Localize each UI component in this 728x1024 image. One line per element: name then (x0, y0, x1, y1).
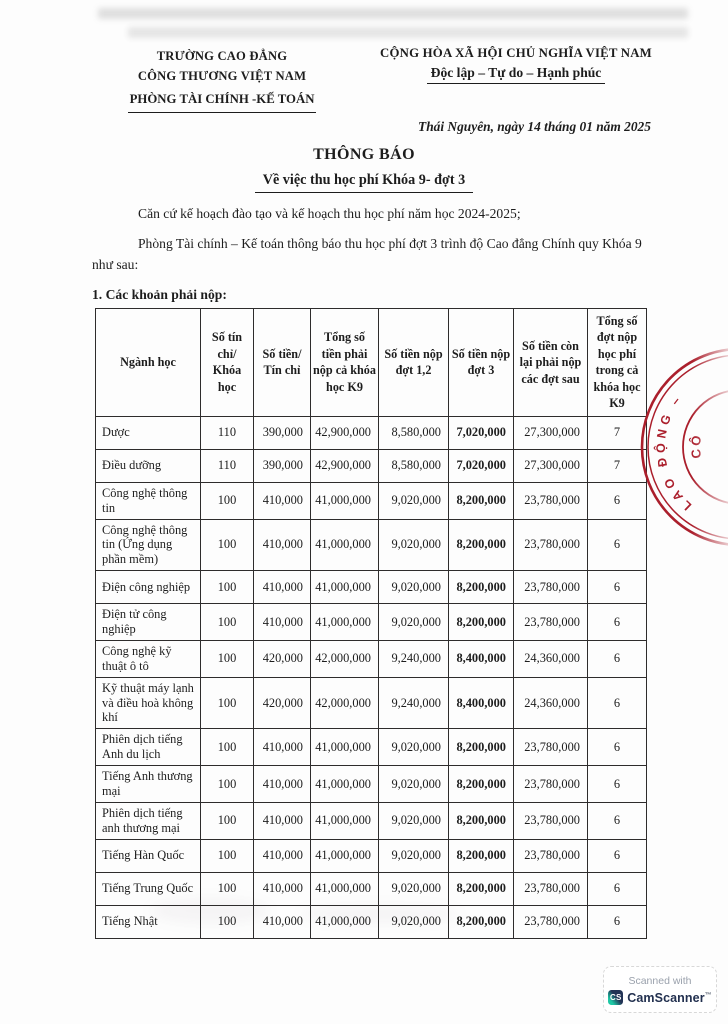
table-cell: 6 (588, 677, 647, 729)
table-cell: Tiếng Anh thương mại (96, 766, 201, 803)
table-cell: 8,200,000 (449, 729, 514, 766)
table-row (96, 905, 647, 938)
table-cell: 41,000,000 (311, 872, 379, 905)
table-cell: 100 (201, 640, 254, 677)
table-cell: 7,020,000 (449, 449, 514, 482)
table-cell: 42,000,000 (311, 677, 379, 729)
stamp-inner-text: CÔ (687, 432, 705, 460)
table-cell: 23,780,000 (514, 766, 588, 803)
table-cell: 9,020,000 (379, 872, 449, 905)
section-1-heading: 1. Các khoản phải nộp: (92, 287, 227, 303)
table-header-row (96, 309, 647, 417)
table-cell: 420,000 (254, 640, 311, 677)
table-cell: 8,200,000 (449, 872, 514, 905)
table-cell: 23,780,000 (514, 802, 588, 839)
watermark-scanned-with-label: Scanned with (628, 975, 692, 987)
table-row (96, 482, 647, 519)
camscanner-watermark-badge[interactable] (603, 966, 717, 1013)
col-header-paid-1-2: Số tiền nộp đợt 1,2 (379, 309, 449, 417)
svg-text:CÔ (688, 432, 705, 459)
org-name-line1: TRƯỜNG CAO ĐẲNG (156, 49, 288, 63)
table-cell: 8,200,000 (449, 519, 514, 571)
table-cell: 27,300,000 (514, 416, 588, 449)
table-cell: 100 (201, 766, 254, 803)
table-cell: 41,000,000 (311, 766, 379, 803)
table-cell: 23,780,000 (514, 905, 588, 938)
camscanner-name: CamScanner™ (627, 990, 712, 1005)
table-cell: 8,200,000 (449, 482, 514, 519)
table-cell: 23,780,000 (514, 482, 588, 519)
table-cell: 390,000 (254, 449, 311, 482)
table-cell: Điều dưỡng (96, 449, 201, 482)
table-cell: 6 (588, 729, 647, 766)
table-cell: 410,000 (254, 571, 311, 604)
document-subtitle-wrap (0, 171, 728, 193)
table-cell: 6 (588, 482, 647, 519)
table-row (96, 802, 647, 839)
table-cell: 6 (588, 802, 647, 839)
table-cell: Công nghệ thông tin (Ứng dụng phần mềm) (96, 519, 201, 571)
bleedthrough-ghost-line (98, 8, 688, 19)
table-cell: 100 (201, 571, 254, 604)
table-cell: 100 (201, 905, 254, 938)
table-cell: 9,020,000 (379, 905, 449, 938)
table-cell: 100 (201, 802, 254, 839)
org-name-line2: CÔNG THƯƠNG VIỆT NAM (137, 69, 307, 84)
table-cell: 9,020,000 (379, 571, 449, 604)
table-cell: 8,200,000 (449, 802, 514, 839)
table-cell: 23,780,000 (514, 729, 588, 766)
table-cell: 6 (588, 905, 647, 938)
table-row (96, 604, 647, 641)
table-cell: 6 (588, 604, 647, 641)
table-cell: 41,000,000 (311, 571, 379, 604)
table-cell: 6 (588, 571, 647, 604)
table-cell: 9,240,000 (379, 677, 449, 729)
table-cell: 42,000,000 (311, 640, 379, 677)
table-cell: 41,000,000 (311, 519, 379, 571)
document-body (92, 203, 648, 305)
table-cell: 8,400,000 (449, 677, 514, 729)
table-cell: 410,000 (254, 872, 311, 905)
col-header-major: Ngành học (96, 309, 201, 417)
table-cell: 8,580,000 (379, 416, 449, 449)
table-cell: Kỹ thuật máy lạnh và điều hoà không khí (96, 677, 201, 729)
table-cell: 410,000 (254, 766, 311, 803)
table-cell: 6 (588, 519, 647, 571)
table-row (96, 729, 647, 766)
table-cell: Phiên dịch tiếng anh thương mại (96, 802, 201, 839)
table-cell: 6 (588, 839, 647, 872)
table-cell: 420,000 (254, 677, 311, 729)
national-title: CỘNG HÒA XÃ HỘI CHỦ NGHĨA VIỆT NAM (380, 46, 652, 60)
table-cell: 100 (201, 604, 254, 641)
table-cell: 41,000,000 (311, 802, 379, 839)
official-red-stamp (640, 340, 728, 554)
table-cell: 410,000 (254, 839, 311, 872)
table-cell: 42,900,000 (311, 416, 379, 449)
table-cell: 100 (201, 677, 254, 729)
camscanner-logo-icon: CS (608, 990, 623, 1005)
bleedthrough-ghost-line (128, 27, 688, 38)
stamp-seal-graphic (640, 340, 728, 554)
col-header-installments: Tổng số đợt nộp học phí trong cả khóa học K9 (588, 309, 647, 417)
issuing-org-block (88, 46, 356, 113)
table-cell: 41,000,000 (311, 729, 379, 766)
table-cell: 23,780,000 (514, 571, 588, 604)
table-cell: 6 (588, 766, 647, 803)
table-row (96, 839, 647, 872)
table-cell: 41,000,000 (311, 604, 379, 641)
national-motto: Độc lập – Tự do – Hạnh phúc (427, 65, 606, 84)
table-cell: Phiên dịch tiếng Anh du lịch (96, 729, 201, 766)
table-cell: 9,020,000 (379, 482, 449, 519)
table-cell: 9,240,000 (379, 640, 449, 677)
document-subtitle: Về việc thu học phí Khóa 9- đợt 3 (255, 172, 474, 193)
place-date-line: Thái Nguyên, ngày 14 tháng 01 năm 2025 (418, 119, 651, 134)
table-cell: 8,200,000 (449, 766, 514, 803)
col-header-per-credit: Số tiền/ Tín chỉ (254, 309, 311, 417)
document-title: THÔNG BÁO (313, 146, 415, 163)
table-cell: 410,000 (254, 604, 311, 641)
table-row (96, 416, 647, 449)
table-cell: 410,000 (254, 802, 311, 839)
svg-text:LAO ĐỘNG – (653, 391, 694, 513)
table-cell: 8,200,000 (449, 604, 514, 641)
table-cell: 42,900,000 (311, 449, 379, 482)
table-row (96, 640, 647, 677)
table-cell: 100 (201, 839, 254, 872)
table-cell: 100 (201, 482, 254, 519)
table-cell: 8,200,000 (449, 571, 514, 604)
table-cell: 410,000 (254, 482, 311, 519)
table-cell: 23,780,000 (514, 839, 588, 872)
table-cell: 8,200,000 (449, 905, 514, 938)
table-cell: Công nghệ kỹ thuật ô tô (96, 640, 201, 677)
trademark-symbol: ™ (704, 991, 712, 999)
table-cell: Tiếng Hàn Quốc (96, 839, 201, 872)
table-cell: 41,000,000 (311, 839, 379, 872)
table-cell: 24,360,000 (514, 640, 588, 677)
table-cell: 6 (588, 872, 647, 905)
table-cell: 110 (201, 416, 254, 449)
table-cell: 9,020,000 (379, 802, 449, 839)
table-cell: 9,020,000 (379, 766, 449, 803)
table-row (96, 677, 647, 729)
table-cell: 9,020,000 (379, 729, 449, 766)
table-cell: Điện tử công nghiệp (96, 604, 201, 641)
paragraph-basis: Căn cứ kế hoạch đào tạo và kế hoạch thu học phí năm học 2024-2025; (138, 206, 521, 221)
table-cell: Dược (96, 416, 201, 449)
table-cell: 9,020,000 (379, 519, 449, 571)
table-cell: 100 (201, 729, 254, 766)
paragraph-announcement: Phòng Tài chính – Kế toán thông báo thu học phí đợt 3 trình độ Cao đẳng Chính quy Khóa 9 như sau: (92, 236, 642, 273)
table-cell: 8,580,000 (379, 449, 449, 482)
table-row (96, 449, 647, 482)
table-cell: 41,000,000 (311, 482, 379, 519)
tuition-fee-table (95, 308, 647, 939)
org-department: PHÒNG TÀI CHÍNH -KẾ TOÁN (128, 89, 317, 112)
table-cell: 24,360,000 (514, 677, 588, 729)
table-cell: 9,020,000 (379, 604, 449, 641)
table-cell: Công nghệ thông tin (96, 482, 201, 519)
col-header-due-3: Số tiền nộp đợt 3 (449, 309, 514, 417)
table-cell: 23,780,000 (514, 872, 588, 905)
table-cell: 8,200,000 (449, 839, 514, 872)
table-cell: 27,300,000 (514, 449, 588, 482)
table-row (96, 571, 647, 604)
table-cell: 41,000,000 (311, 905, 379, 938)
table-cell: 6 (588, 640, 647, 677)
table-cell: 110 (201, 449, 254, 482)
table-cell: 7 (588, 449, 647, 482)
table-cell: 410,000 (254, 519, 311, 571)
table-cell: 23,780,000 (514, 519, 588, 571)
table-cell: 390,000 (254, 416, 311, 449)
table-row (96, 519, 647, 571)
table-cell: 410,000 (254, 905, 311, 938)
col-header-total-k9: Tổng số tiền phải nộp cả khóa học K9 (311, 309, 379, 417)
stamp-arc-text: LAO ĐỘNG – (653, 390, 695, 514)
table-cell: Tiếng Trung Quốc (96, 872, 201, 905)
table-row (96, 766, 647, 803)
table-cell: 9,020,000 (379, 839, 449, 872)
col-header-credits: Số tín chỉ/ Khóa học (201, 309, 254, 417)
national-header-block (360, 46, 672, 84)
table-cell: Tiếng Nhật (96, 905, 201, 938)
table-row (96, 872, 647, 905)
table-cell: 410,000 (254, 729, 311, 766)
table-cell: 100 (201, 519, 254, 571)
table-cell: 8,400,000 (449, 640, 514, 677)
table-cell: 7,020,000 (449, 416, 514, 449)
table-cell: 7 (588, 416, 647, 449)
table-cell: 100 (201, 872, 254, 905)
col-header-remaining: Số tiền còn lại phải nộp các đợt sau (514, 309, 588, 417)
table-cell: Điện công nghiệp (96, 571, 201, 604)
table-cell: 23,780,000 (514, 604, 588, 641)
